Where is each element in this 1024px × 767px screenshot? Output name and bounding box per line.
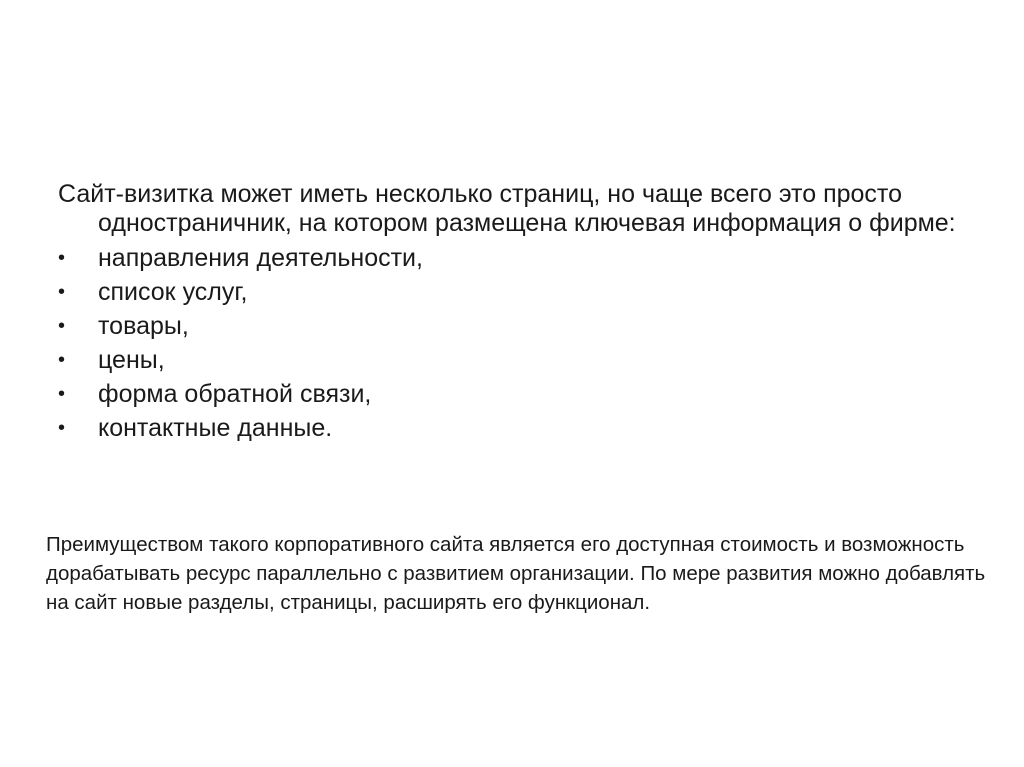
advantages-paragraph: Преимуществом такого корпоративного сайта является его доступная стоимость и возможность дорабатывать ресурс параллельно с развитием организации. По мере развития можно добавлять на сайт новые разделы, страницы, расширять его функционал. xyxy=(46,533,986,614)
intro-paragraph: Сайт-визитка может иметь несколько страниц, но чаще всего это просто одностраничник, на котором размещена ключевая информация о фирме: xyxy=(58,180,956,237)
list-item-text: список услуг, xyxy=(98,278,248,306)
list-item-text: цены, xyxy=(98,346,165,374)
bullet-icon: • xyxy=(58,315,66,337)
list-item xyxy=(58,241,958,275)
list-item-text: товары, xyxy=(98,312,189,340)
list-item-text: направления деятельности, xyxy=(98,244,423,272)
bullet-icon: • xyxy=(58,247,66,269)
list-item xyxy=(58,275,958,309)
list-item xyxy=(58,411,958,445)
bullet-icon: • xyxy=(58,281,66,303)
feature-list xyxy=(58,241,958,445)
list-item xyxy=(58,343,958,377)
list-item xyxy=(58,309,958,343)
list-item xyxy=(58,377,958,411)
bullet-icon: • xyxy=(58,383,66,405)
list-item-text: форма обратной связи, xyxy=(98,380,372,408)
list-item-text: контактные данные. xyxy=(98,414,333,442)
main-text-block xyxy=(58,180,958,445)
bullet-icon: • xyxy=(58,417,66,439)
bullet-icon: • xyxy=(58,349,66,371)
